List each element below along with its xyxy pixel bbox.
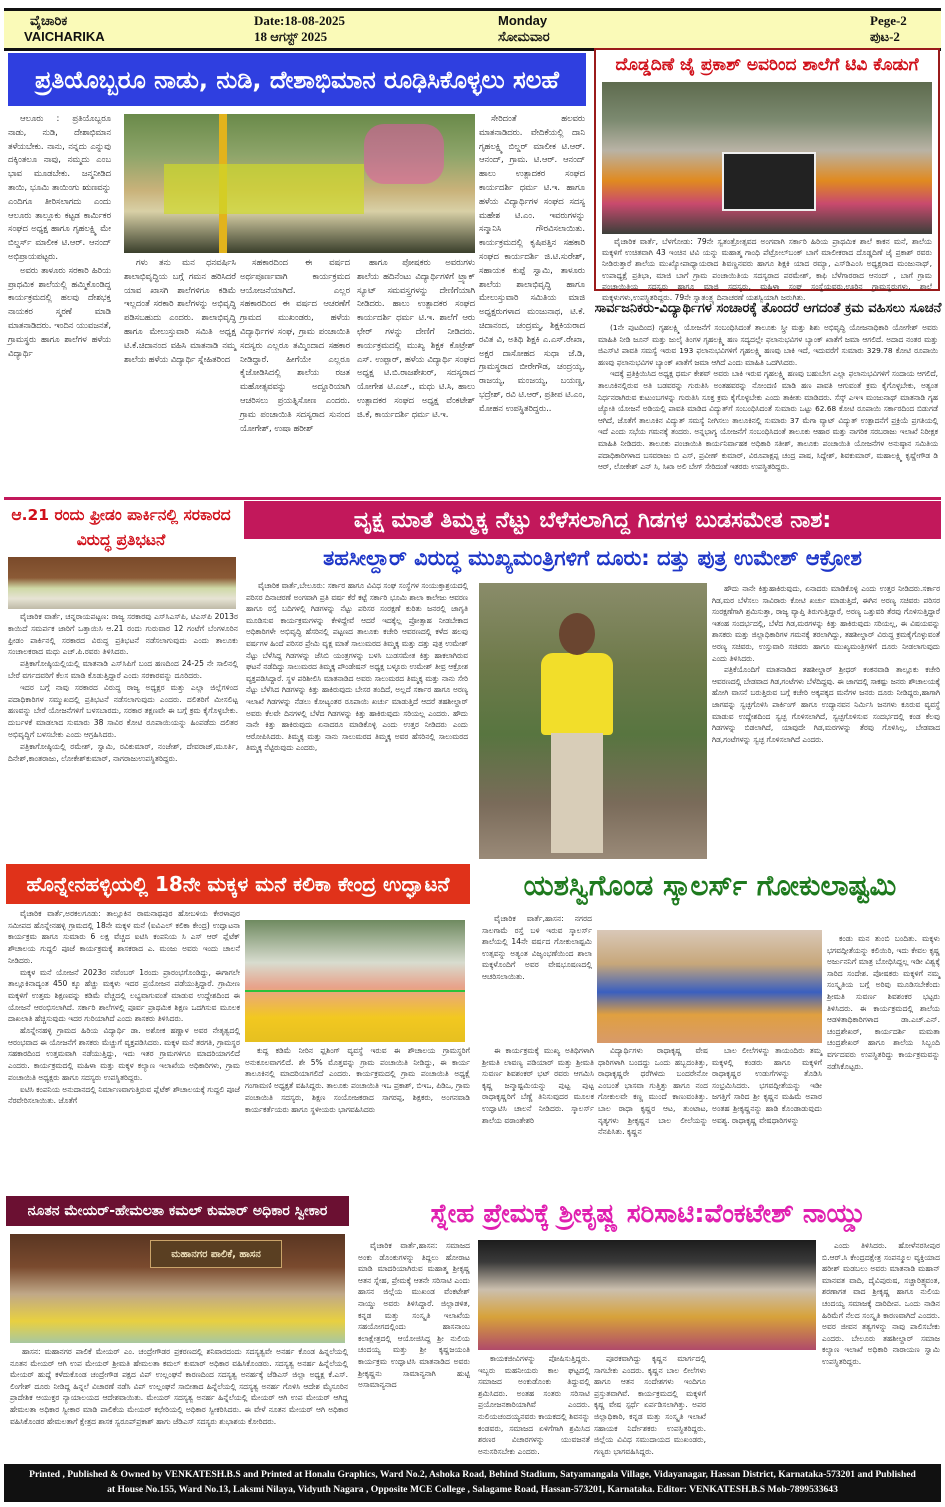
article-nadu-nudi-col4 bbox=[357, 256, 475, 494]
photo-man-with-uprooted-tree bbox=[479, 583, 707, 859]
headline-public-notice: ಸಾರ್ವಜನಿಕರು-ವಿದ್ಯಾರ್ಥಿಗಳ ಸಂಚಾರಕ್ಕೆ ತೊಂದರೆ ಆಗದಂತೆ ಕ್ರಮ ವಹಿಸಲು ಸೂಚನೆ bbox=[594, 300, 942, 316]
paragraph: ಕಂಡು ಮನ ತುಂಬಿ ಬಂದಿತು. ಮಕ್ಕಳು ಭಗವದ್ಗೀತೆಯನ್ನು ಕಲಿಯಿರಿ, ಇದು ಕೇವಲ ಕೃಷ್ಣ ಅರ್ಜುನನಿಗೆ ಮಾತ್ರ ಬೋಧಿಸಿದ್ದಲ್ಲ ಇಡೀ ವಿಶ್ವಕ್ಕೆ ಸಾರಿದ ಸಂದೇಶ. ಪೋಷಕರು ಮಕ್ಕಳಿಗೆ ನಮ್ಮ ಸಂಸ್ಕೃತಿಯ ಬಗ್ಗೆ ಅರಿವು ಮೂಡಿಸಬೇಕೆಂದು ಶ್ರೀಮತಿ ಸುವರ್ಣ ಶಿವಶಂಕರ ಭಟ್ಟರು ತಿಳಿಸಿದರು. ಈ ಕಾರ್ಯಕ್ರಮದಲ್ಲಿ ಶಾಲೆಯ ಆಡಳಿತಾಧಿಕಾರಿಗಳಾದ ಡಾ.ಎಚ್.ಎನ್. ಚಂದ್ರಶೇಖರ್, ಕಾರ್ಯದರ್ಶಿ ಮಮತಾ ಚಂದ್ರಶೇಖರ್ ಹಾಗೂ ಶಾಲೆಯ ಸಿಬ್ಬಂದಿ ವರ್ಗದವರು ಉಪಸ್ಥಿತರಿದ್ದು ಕಾರ್ಯಕ್ರಮವನ್ನು ನಡೆಸಿಕೊಟ್ಟರು. bbox=[827, 934, 940, 1071]
section-divider bbox=[4, 497, 941, 500]
photo-ribbon-cutting bbox=[245, 920, 465, 1042]
article-tv-donation-body bbox=[602, 236, 932, 303]
headline-tv-donation: ದೊಡ್ಡದಿಣೆ ಜೈ ಪ್ರಕಾಶ್ ಅವರಿಂದ ಶಾಲೆಗೆ ಟಿವಿ ಕೊಡುಗೆ bbox=[596, 50, 938, 80]
article-gokulashtami-col4 bbox=[827, 933, 940, 1170]
article-new-mayor-body bbox=[10, 1346, 348, 1458]
article-gokulashtami-col3 bbox=[712, 1045, 822, 1170]
paragraph: ಇದರ ಬಗ್ಗೆ ನಾವು ಸರಕಾರದ ವಿರುದ್ಧ ರಾಜ್ಯ ಅಧ್ಯಕ್ಷರ ಮತ್ತು ಎಲ್ಲಾ ಜಿಲ್ಲೆಗಳಿಂದ ಪದಾಧಿಕಾರಿಗಳ ಸಮ್ಮುಖದಲ್ಲಿ ಪ್ರತಿಭಟನೆ ನಡೆಸಲಾಗುವುದು ಎಂದರು. ದಲಿತರಿಗೆ ಮೀಸಲಿಟ್ಟ ಹಣವನ್ನು ಬೇರೆ ಯೋಜನೆಗಳಿಗೆ ಬಳಸಬಾರದು, ಸರಕಾರ ತಕ್ಷಣವೇ ಈ ಬಗ್ಗೆ ಕ್ರಮ ಕೈಗೊಳ್ಳಬೇಕು. ದುರ್ಬಳಕೆ ಮಾಡಲಾದ ಸುಮಾರು 38 ಸಾವಿರ ಕೋಟಿ ರೂಪಾಯಿಯನ್ನು ಹಿಂಪಡೆದು ದಲಿತರ ಅಭಿವೃದ್ಧಿಗೆ ಬಳಸಬೇಕು ಎಂದು ಆಗ್ರಹಿಸಿದರು. bbox=[8, 682, 238, 739]
article-sneha-col2 bbox=[478, 1353, 590, 1456]
article-sneha-col4 bbox=[822, 1240, 940, 1456]
paragraph: ಸಹಕಾರದಿಂದ ಈ ವರ್ಷದ ಅರ್ಥಪೂರ್ಣವಾಗಿ ಕಾರ್ಯಕ್ರಮದ ಆಯೋಜನೆಯಾಗಿದೆ. ಎಲ್ಲರ ಸಹಕಾರದಿಂದ ಈ ವರ್ಷದ ಆಚರಣೆಗೆ ಗ್ರಾಮದ ಮುಖಂಡರು, ಹಳೆಯ ವಿದ್ಯಾರ್ಥಿಗಳ ಸಂಘ, ಗ್ರಾಮ ಪಂಚಾಯಿತಿ ಸದಸ್ಯರು ಎಲ್ಲರೂ ತಮ್ಮಿಂದಾದ ಸಹಕಾರ ನೀಡಿದ್ದಾರೆ. ಹೀಗೆಯೇ ಎಲ್ಲರೂ ಕೈಜೋಡಿಸಿದಲ್ಲಿ ಶಾಲೆಯ ರಜತ ಮಹೋತ್ಸವವನ್ನು ಅದ್ದೂರಿಯಾಗಿ ಆಚರಿಸಲು ಪ್ರಯತ್ನಿಸೋಣ ಎಂದರು. ಗ್ರಾಮ ಪಂಚಾಯಿತಿ ಸದಸ್ಯರಾದ ಸುನಂದ ಯೋಗೇಶ್, ಉಷಾ ಹರೀಶ್ bbox=[240, 257, 350, 433]
photo-flag-hoisting-group bbox=[124, 114, 475, 253]
masthead bbox=[4, 8, 941, 51]
article-vruksha-right bbox=[712, 583, 940, 858]
paragraph: ಬಾಲ ಲೀಲೆಗಳನ್ನು ತಾಯಂದಿರು ತಮ್ಮ ಮಕ್ಕಳಲ್ಲಿ ಕಂಡರು ಹಾಗೂ ಮಕ್ಕಳಿಗೆ ರಾಧಾಕೃಷ್ಣರ ಉಡುಗೆಗಳನ್ನು ತೊಡಿಸಿ ಸಂಭ್ರಮಿಸಿದರು. ಭಗವದ್ಗೀತೆಯನ್ನು ಇಡೀ ಜಗತ್ತಿಗೆ ಸಾರಿದ ಶ್ರೀ ಕೃಷ್ಣನ ಮಹಿಮೆ ಅಪಾರ ಅಂತಹ ಶ್ರೀಕೃಷ್ಣನನ್ನು ಹಾಡಿ ಕೊಂಡಾಡುವುದು ಅವಶ್ಯ. ರಾಧಾಕೃಷ್ಣ ವೇಷಧಾರಿಗಳನ್ನು bbox=[712, 1046, 822, 1125]
paragraph: ಅವರು ತಾಳೂರು ಸರಕಾರಿ ಹಿರಿಯ ಪ್ರಾಥಮಿಕ ಶಾಲೆಯಲ್ಲಿ ಹಮ್ಮಿಕೊಂಡಿದ್ದ ಕಾರ್ಯಕ್ರಮದಲ್ಲಿ ಹಲವು ದೇಶಭಕ್ತ ನಾಯಕರ ಸ್ಮರಣೆ ಮಾಡಿ ಮಾತನಾಡಿದರು. ಇಂದಿನ ಯುವಜನತೆ, ಗ್ರಾಮಸ್ಥರು ಹಾಗೂ ಶಾಲೆಗಳ ಹಳೆಯ ವಿದ್ಯಾರ್ಥಿ bbox=[8, 264, 111, 358]
article-gokulashtami-intro bbox=[482, 913, 592, 1043]
headline-freedom-park: ಆ.21 ರಂದು ಫ್ರೀಡಂ ಪಾರ್ಕಿನಲ್ಲಿ ಸರಕಾರದ ವಿರುದ್ಧ ಪ್ರತಿಭಟನೆ bbox=[11, 506, 231, 549]
article-honnenahalli-right bbox=[245, 1045, 470, 1170]
article-tv-donation-box bbox=[594, 48, 940, 303]
date-label: Date:18-08-2025 bbox=[254, 13, 345, 28]
paragraph: ಕಾಯಕಜೀವಿಗಳನ್ನು ಪೋಷಿಸುತ್ತಿದ್ದರು. ಇಬ್ಬರು ಮಹನೀಯರು ಕಾಲ ಘಟ್ಟದಲ್ಲಿ ಸಮಾಜದ ಅಂಕುಡೊಂಕು ತಿದ್ದುವಲ್ಲಿ ಶ್ರಮಿಸಿದರು. ಅಂತಹ ಸಂತರು ಸರಿಸಾಟಿ ಪ್ರಯೋಜನಕಾರಿಯಾಗಿವೆ ಎಂದರು. ನುಲಿಯಚಂದಯ್ಯನವರು ಕಾಯಕದಲ್ಲಿ ಶಿವನನ್ನು ಕಂಡವರು, ಸಮಾಜದ ಏಳಿಗೆಗಾಗಿ ಶ್ರಮಿಸಿದ ಶರಣರ ವಿಚಾರಗಳನ್ನು ಯುವಜನತೆ ಅನುಸರಿಸಬೇಕು ಎಂದರು. bbox=[478, 1354, 590, 1456]
photo-sign-text: ಮಹಾನಗರ ಪಾಲಿಕೆ, ಹಾಸನ bbox=[150, 1240, 282, 1268]
photo-krishna-costume-children bbox=[597, 930, 822, 1043]
subheadline-vruksha-mathe: ತಹಸೀಲ್ದಾರ್ ವಿರುದ್ಧ ಮುಖ್ಯಮಂತ್ರಿಗಳಿಗೆ ದೂರು: ದತ್ತು ಪುತ್ರ ಉಮೇಶ್ ಆಕ್ರೋಶ bbox=[323, 545, 862, 570]
headline-gokulashtami: ಯಶಸ್ವಿಗೊಂಡ ಸ್ಕಾಲರ್ಸ್ ಗೋಕುಲಾಷ್ಟಮಿ bbox=[523, 869, 897, 902]
photo-tv-handover bbox=[602, 82, 932, 234]
paragraph: ಹಾಗೂ ಪೋಷಕರು ಅವರುಗಳು ಶಾಲೆಯ ಹದಿನೆಂಟು ವಿದ್ಯಾರ್ಥಿಗಳಿಗೆ ಟ್ರ್ಯಾಕ್ ಸ್ಯೂಟ್ ಸಮವಸ್ತ್ರಗಳನ್ನು ದೇಣಿಗೆಯಾಗಿ ನೀಡಿದರು. ಹಾಲು ಉತ್ಪಾದಕರ ಸಂಘದ ಕಾರ್ಯದರ್ಶಿ ಧರ್ಮ ಟಿ.ಇ. ಶಾಲೆಗೆ ಆರು ಛೇರ್ ಗಳನ್ನು ದೇಣಿಗೆ ನೀಡಿದರು. ಕಾರ್ಯಕ್ರಮದಲ್ಲಿ ಮುಖ್ಯ ಶಿಕ್ಷಕ ಕೊಟ್ರೇಶ್ ಎಸ್. ಉಪ್ಪಾರ್, ಹಳೆಯ ವಿದ್ಯಾರ್ಥಿ ಸಂಘದ ಅಧ್ಯಕ್ಷ ಟಿ.ಬಿ.ರಾಜಶೇಖರ್, ಸದಸ್ಯರಾದ ಯೋಗೇಶ ಟಿ.ಎಚ್., ಮಧು ಟಿ.ಸಿ, ಹಾಲು ಉತ್ಪಾದಕರ ಸಂಘದ ಅಧ್ಯಕ್ಷ ವೆಂಕಟೇಶ್ ಜಿ.ಕೆ, ಕಾರ್ಯದರ್ಶಿ ಧರ್ಮ ಟಿ.ಇ. bbox=[357, 257, 475, 419]
headline-honnenahalli: ಹೊನ್ನೇನಹಳ್ಳಿಯಲ್ಲಿ 18ನೇ ಮಕ್ಕಳ ಮನೆ ಕಲಿಕಾ ಕೇಂದ್ರ ಉದ್ಘಾಟನೆ bbox=[6, 864, 470, 904]
article-nadu-nudi-col1 bbox=[8, 112, 111, 494]
article-nadu-nudi-col2 bbox=[124, 256, 236, 494]
article-nadu-nudi-col5 bbox=[479, 112, 585, 494]
day-kannada: ಸೋಮವಾರ bbox=[498, 29, 550, 44]
paragraph: ಇದಕ್ಕೆ ಪ್ರತಿಕ್ರಿಯಿಸಿದ ಅಧ್ಯಕ್ಷ ಧರ್ಮ ಕೇಶವ್ ಅವರು ಬಾಕಿ ಇರುವ ಗೃಹಲಕ್ಷ್ಮಿ ಹಣವು ಬಹುಬೇಗ ಎಲ್ಲಾ ಫಲಾನುಭವಿಗಳಿಗೆ ಸಂದಾಯ ಆಗಲಿದೆ, ತಾಲೂಕಿನಲ್ಲಿರುವ ಅತಿ ಬಡವರನ್ನು ಗುರುತಿಸಿ ಅಂತಹವರನ್ನು ನೋಂದಣಿ ಮಾಡಿ ಹಣ ಪಾವತಿ ಆಗುವಂತೆ ಕ್ರಮ ಕೈಗೊಳ್ಳಬೇಕು, ಅತ್ಯಂತ ನಿರ್ಧನರಾಗಿರುವ ಕುಟುಂಬಗಳನ್ನು ಗುರುತಿಸಿ ಸೂಕ್ತ ಕ್ರಮ ಕೈಗೊಳ್ಳಬೇಕು ಎಂದು ತಾಕೀತು ಮಾಡಿದರು. ಸೆಸ್ಕ್ ಎಇಇ ಮಂಜುನಾಥ್ ಮಾತನಾಡಿ ಗೃಹ ಜ್ಯೋತಿ ಯೋಜನೆ ಅಡಿಯಲ್ಲಿ ಪಾವತಿ ಮಾಡಿದ ವಿದ್ಯುತ್‌ಗೆ ಸಂಬಂಧಿಸಿದಂತೆ ಸುಮಾರು ಒಟ್ಟು 62.68 ಕೋಟಿ ರೂಪಾಯಿ ಸರ್ಕಾರದಿಂದ ಬಿಡುಗಡೆ ಆಗಿದೆ, ಜೊತೆಗೆ ತಾಲೂಕಿನ ವಿದ್ಯುತ್ ಸಮಸ್ಯೆ ನೀಗಿಸಲು ತಾಲೂಕಿನಲ್ಲಿ ಸುಮಾರು 37 ಮೆಗಾ ವ್ಯಾಟ್ ವಿದ್ಯುತ್ ಉತ್ಪಾದನೆಗೆ ಪ್ರಕ್ರಿಯೆ ಪ್ರಗತಿಯಲ್ಲಿ ಇದೆ ಎಂದು ಸಭೆಯ ಗಮನಕ್ಕೆ ತಂದರು. ಅನ್ನಭಾಗ್ಯ ಯೋಜನೆಗೆ ಸಂಬಂಧಿಸಿದಂತೆ ತಾಲೂಕು ಆಹಾರ ಮತ್ತು ನಾಗರಿಕ ಸರಬರಾಜು ಇಲಾಖೆ ನಿರೀಕ್ಷಕ ಮಾಹಿತಿ ನೀಡಿದರು. ತಾಲೂಕು ಪಂಚಾಯಿತಿ ಕಾರ್ಯನಿರ್ವಾಹಕ ಅಧಿಕಾರಿ ಸತೀಶ್, ತಾಲೂಕು ಪಂಚಾಯಿತಿ ಯೋಜನೆಗಳ ಅನುಷ್ಠಾನ ಸಮಿತಿಯ ಪದಾಧಿಕಾರಿಗಳಾದ ಬಸವರಾಜು ಬಿ ಎಸ್, ಪ್ರವೀಣ್ ಕುಮಾರ್, ವಿರೂಪಾಕ್ಷಪ್ಪ ಚಂದ್ರ ಪಾಷ, ಸಿದ್ದೇಶ್, ಶಿವಕುಮಾರ್, ಮಹಾಲಕ್ಷ್ಮಿ ಕೃಷ್ಣೇಗೌಡ ಡಿ ಆರ್, ಲೋಕೇಶ್ ಎನ್ ಸಿ, ಸಿಖಾ ಅಲಿ ಬೇಗ್ ಸೇರಿದಂತೆ ಇತರರು ಉಪಸ್ಥಿತರಿದ್ದರು. bbox=[598, 369, 938, 472]
paragraph: ಸೇರಿದಂತೆ ಹಲವರು ಮಾತನಾಡಿದರು. ವೇದಿಕೆಯಲ್ಲಿ ದಾನಿ ಗೃಹಲಕ್ಷ್ಮಿ ಬಿಲ್ಡರ್ ಮಾಲೀಕ ಟಿ.ಆರ್. ಆನಂದ್, ಗ್ರಾಮ. ಟಿ.ಆರ್. ಆನಂದ್ ಹಾಲು ಉತ್ಪಾದಕರ ಸಂಘದ ಕಾರ್ಯದರ್ಶಿ ಧರ್ಮ ಟಿ.ಇ. ಹಾಗೂ ಹಳೆಯ ವಿದ್ಯಾರ್ಥಿಗಳ ಸಂಘದ ಸದಸ್ಯ ಮಹೇಶ ಟಿ.ಎಂ. ಇವರುಗಳನ್ನು ಸನ್ಮಾನಿಸಿ ಗೌರವಿಸಲಾಯಿತು. ಕಾರ್ಯಕ್ರಮದಲ್ಲಿ ಕೃಷಿಪತ್ತಿನ ಸಹಕಾರಿ ಸಂಘದ ಕಾರ್ಯದರ್ಶಿ ಜಿ.ಟಿ.ಸುರೇಶ್, ಸಹಾಯಕ ಕುಪ್ಪೆ ಸ್ವಾಮಿ, ತಾಳೂರು ಶಾಲೆಯ ಶಾಲಾಭಿವೃದ್ಧಿ ಹಾಗೂ ಮೇಲುಸ್ತುವಾರಿ ಸಮಿತಿಯ ಮಾಜಿ ಅಧ್ಯಕ್ಷರುಗಳಾದ ಮಂಜುನಾಥ, ಟಿ.ಕೆ. ಚಿದಾನಂದ, ಚಂದ್ರಮ್ಮ, ಶಿಕ್ಷಕಿಯರಾದ ರವಿತ ವಿ, ಅತಿಥಿ ಶಿಕ್ಷಕಿ ಎ.ಎಸ್.ರೇಖಾ, ಅಕ್ಷರ ದಾಸೋಹದ ಸುಧಾ ಜೆ.ಡಿ, ಗ್ರಾಮಸ್ಥರಾದ ಬೀರೇಗೌಡ, ಚಂದ್ರಯ್ಯ, ರಾಜಯ್ಯ, ಮಂಜಯ್ಯ, ಬಯಣ್ಣ, ಭದ್ರೇಶ್, ರವಿ ಟಿ.ಆರ್, ಪ್ರತೀಪ ಟಿ.ಎಂ, ಮೋಹನ ಉಪಸ್ಥಿತರಿದ್ದರು.. bbox=[479, 113, 585, 413]
photo-press-meet bbox=[8, 557, 236, 609]
article-public-notice-body bbox=[598, 322, 938, 496]
paragraph: ಕುದ್ದ ಕಡಿಮೆ ನೀರಿನ ಫ್ಲಶಿಂಗ್ ವ್ಯವಸ್ಥೆ ಇರುವ ಈ ಶೌಚಾಲಯ ಗ್ರಾಮಸ್ಥರಿಗೆ ಅನುಕೂಲವಾಗಲಿದೆ. ಶೇ 5% ಮೊತ್ತವನ್ನು ಗ್ರಾಮ ಪಂಚಾಯಿತಿ ನೀಡಿದ್ದು, ಈ ಕಾರ್ಯ ತಾಲೂಕಿನಲ್ಲಿ ಮಾದರಿಯಾಗಲಿದೆ ಎಂದರು. ಕಾರ್ಯಕ್ರಮದಲ್ಲಿ ಗ್ರಾಮ ಪಂಚಾಯಿತಿ ಅಧ್ಯಕ್ಷೆ ಗಂಗಾಮಣಿ ಅಧ್ಯಕ್ಷತೆ ವಹಿಸಿದ್ದರು. ತಾಲೂಕು ಪಂಚಾಯಿತಿ ಇಒ ಪ್ರಕಾಶ್, ಬಿಇಒ, ಪಿಡಿಒ, ಗ್ರಾಮ ಪಂಚಾಯಿತಿ ಸದಸ್ಯರು, ಶಿಕ್ಷಣ ಸಂಯೋಜಕರಾದ ಸಾಗರಪ್ಪ, ಶಿಕ್ಷಕರು, ಅಂಗನವಾಡಿ ಕಾರ್ಯಕರ್ತೆಯರು ಹಾಗೂ ಸ್ಥಳೀಯರು ಭಾಗವಹಿಸಿದರು bbox=[245, 1046, 470, 1114]
paragraph: ಈ ಕಾರ್ಯಕ್ರಮಕ್ಕೆ ಮುಖ್ಯ ಅತಿಥಿಗಳಾಗಿ ಶ್ರೀಮತಿ ಲಾವಣ್ಯ ಪಡಿಯಾರ್ ಮತ್ತು ಶ್ರೀಮತಿ ಸುವರ್ಣ ಶಿವಶಂಕರ್ ಭಟ್ ರವರು ಆಗಮಿಸಿ ಕೃಷ್ಣ ಜನ್ಮಾಷ್ಟಮಿಯನ್ನು ಪುಟ್ಟ ಪುಟ್ಟ ರಾಧಾಕೃಷ್ಣರಿಗೆ ಬೆಣ್ಣೆ ತಿನಿಸುವುದರ ಮೂಲಕ ಉದ್ಘಾಟಿಸಿ ಚಾಲನೆ ನೀಡಿದರು. ಸ್ಕಾಲರ್ಸ್ ಶಾಲೆಯ ವಠಾಂತೇಶರಿ bbox=[482, 1046, 594, 1125]
paragraph: ವೈಚಾರಿಕ ವಾರ್ತೆ,ಹಾಸನ: ನಗರದ ಸಾಲಗಾಮೆ ರಸ್ತೆ ಬಳಿ ಇರುವ ಸ್ಕಾಲರ್ಸ್ ಶಾಲೆಯಲ್ಲಿ 14ನೇ ವರ್ಷದ ಗೋಕುಲಾಷ್ಟಮಿ ಉತ್ಸವನ್ನು ಅತ್ಯಂತ ವಿಜೃಂಭಣೆಯಿಂದ ಶಾಲಾ ಮಕ್ಕಳೊಂದಿಗೆ ಅವರ ವೇಷಭೂಷಣದಲ್ಲಿ ಆಚರಿಸಲಾಯಿತು. bbox=[482, 914, 592, 981]
article-vruksha-left bbox=[246, 580, 468, 858]
paragraph: ವಿದ್ಯಾರ್ಥಿಗಳು ರಾಧಾಕೃಷ್ಣ ವೇಷ ಧಾರಿಗಳಾಗಿ ಬಂದದ್ದು ಒಂದು ಹಬ್ಬದಂತಿತ್ತು, ರಾಧಾಕೃಷ್ಣರೇ ಧರೆಗಿಳಿದು ಬಂದರೇನೋ ಎಂಬಂತೆ ಭಾಸವಾ ಗುತ್ತಿತ್ತು ಹಾಗೂ ನಂದ ಗೋಕುಲವೇ ಕಣ್ಣ ಮುಂದೆ ಕಾಣುವಂತಿತ್ತು. ಬಾಲ ರಾಧಾ ಕೃಷ್ಣರ ಆಟ, ತುಂಟಾಟ, ನೃತ್ಯಗಳು ಶ್ರೀಕೃಷ್ಣನ ಬಾಲ ಲೀಲೆಯನ್ನು ನೆನಪಿಸಿತು. ಕೃಷ್ಣನ bbox=[598, 1046, 708, 1137]
headline-nadu-nudi: ಪ್ರತಿಯೊಬ್ಬರೂ ನಾಡು, ನುಡಿ, ದೇಶಾಭಿಮಾನ ರೂಢಿಸಿಕೊಳ್ಳಲು ಸಲಹೆ bbox=[8, 53, 586, 106]
paragraph: ವೈಚಾರಿಕ ವಾರ್ತೆ,ಹಾಸನ: ಸಮಾಜದ ಅಂಕು ಡೊಂಕುಗಳನ್ನು ತಿದ್ದಲು ಹೋರಾಟ ಮಾಡಿ ಮಾದರಿಯಾಗಿರುವ ಮಹಾತ್ಮ ಶ್ರೀಕೃಷ್ಣ ಆತನ ಸ್ನೇಹ, ಪ್ರೇಮಕ್ಕೆ ಆತನೇ ಸರಿಸಾಟಿ ಎಂದು ಹಾಸನ ಜಿಲ್ಲೆಯ ಮುಖಂಡ ವೆಂಕಟೇಶ್ ನಾಯ್ಡು ಅವರು ತಿಳಿಸಿದ್ದಾರೆ. ಜಿಲ್ಲಾಡಳಿತ, ಕನ್ನಡ ಮತ್ತು ಸಂಸ್ಕೃತಿ ಇಲಾಖೆಯ ಸಹಯೋಗದಲ್ಲಿಂದು ಹಾಸನಾಂಬ ಕಲಾಕ್ಷೇತ್ರದಲ್ಲಿ ಆಯೋಜಿಸಿದ್ದ ಶ್ರೀ ನುಲಿಯ ಚಂದಯ್ಯ ಮತ್ತು ಶ್ರೀ ಕೃಷ್ಣಜಯಂತಿ ಕಾರ್ಯಕ್ರಮ ಉದ್ಘಾಟಿಸಿ ಮಾತನಾಡಿದ ಅವರು ಶ್ರೀಕೃಷ್ಣನು ಸಾಮಾನ್ಯನಾಗಿ ಹುಟ್ಟಿ ಅಸಾಮಾನ್ಯನಾದ bbox=[358, 1241, 470, 1390]
photo-mayor-felicitation bbox=[10, 1234, 345, 1343]
paragraph: ಆಲೂರು : ಪ್ರತಿಯೊಬ್ಬರೂ ನಾಡು, ನುಡಿ, ದೇಶಾಭಿಮಾನ ತಳೆಯಬೇಕು. ನಾನು, ನನ್ನದು ಎನ್ನುವು ದಕ್ಕಿಂತಲೂ ನಾವು, ನಮ್ಮದು ಎಂಬ ಭಾವ ಮೂಡಬೇಕು. ಜನ್ಮನೀಡಿದ ತಾಯಿ, ಭೂಮಿ ತಾಯಿಂಗು ಋಣವನ್ನು ಎಂದಿಗೂ ತೀರಿಸಲಾಗದು ಎಂದು ಆಲೂರು ತಾಲ್ಲೂಕು ಕಟ್ಟಡ ಕಾರ್ಮಿಕರ ಸಂಘದ ಅಧ್ಯಕ್ಷ ಹಾಗೂ ಗೃಹಲಕ್ಷ್ಮಿ ಮೇ ಬಿಲ್ಡರ್ಸ್ ಮಾಲೀಕ ಟಿ.ಆರ್. ಆನಂದ್ ಅಭಿಪ್ರಾಯಪಟ್ಟರು. bbox=[8, 113, 111, 261]
paragraph: ವೈಚಾರಿಕ ವಾರ್ತೆ,ಅರಕಲಗೂಡು: ತಾಲ್ಲೂಕಿನ ರಾಮನಾಥಪುರ ಹೋಬಳಿಯ ಕೇರಳಾಪುರ ಸಮೀಪದ ಹೊನ್ನೇನಹಳ್ಳಿ ಗ್ರಾಮದಲ್ಲಿ 18ನೇ ಮಕ್ಕಳ ಮನೆ (ಐವಿಎಲ್ ಕಲಿಕಾ ಕೇಂದ್ರ) ಉದ್ಘಾಟನಾ ಕಾರ್ಯಕ್ರಮ ಹಾಗೂ ಸುಮಾರು 6 ಲಕ್ಷ ವೆಚ್ಚದ ಐಟಿಸಿ ಕಂಪನಿಯ ಸಿ ಎಸ್ ಆರ್ ಪ್ಲೆಟೆಕ್ ಶೌಚಾಲಯ ಗುದ್ದಲಿ ಪೂಜೆ ಕಾರ್ಯಕ್ರಮಕ್ಕೆ ಶಾಸಕರಾದ ಎ. ಮಂಜು ಅವರು ಇಂದು ಚಾಲನೆ ನೀಡಿದರು. bbox=[8, 909, 240, 965]
day-english: Monday bbox=[498, 13, 548, 28]
photo-krishna-jayanti-stage bbox=[478, 1240, 816, 1350]
paragraph: ಮಕ್ಕಳ ಮನೆ ಯೋಜನೆ 2023ರ ನವೆಂಬರ್ 1ರಂದು ಪ್ರಾರಂಭಗೊಂಡಿದ್ದು, ಈಗಾಗಲೇ ತಾಲ್ಲೂಕಿನಾದ್ಯಂತ 450 ಕ್ಕೂ ಹೆಚ್ಚು ಮಕ್ಕಳು ಇದರ ಪ್ರಯೋಜನ ಪಡೆಯುತ್ತಿದ್ದಾರೆ. ಗ್ರಾಮೀಣ ಮಕ್ಕಳಿಗೆ ಉತ್ತಮ ಶಿಕ್ಷಣವನ್ನು ಕಡಿಮೆ ವೆಚ್ಚದಲ್ಲಿ ಲಭ್ಯವಾಗುವಂತೆ ಮಾಡುವ ಉದ್ದೇಶದಿಂದ ಈ ಯೋಜನೆ ಆರಂಭಿಸಲಾಗಿದೆ. ಸರ್ಕಾರಿ ಶಾಲೆಗಳಲ್ಲಿ ಪೂರ್ವ ಪ್ರಾಥಮಿಕ ಶಿಕ್ಷಣ ಒದಗಿಸುವ ಮೂಲಕ ದಾಖಲಾತಿ ಹೆಚ್ಚಿಸುವುದು ಇದರ ಗುರಿಯಾಗಿದೆ ಎಂದು ಶಾಸಕರು ತಿಳಿಸಿದರು. bbox=[8, 967, 240, 1024]
paragraph: ಐಟಿಸಿ ಕಂಪನಿಯ ಅನುದಾನದಲ್ಲಿ ನಿರ್ಮಾಣವಾಗುತ್ತಿರುವ ಪ್ಲೆಟೆಕ್ ಶೌಚಾಲಯಕ್ಕೆ ಗುದ್ದಲಿ ಪೂಜೆ ನೆರವೇರಿಸಲಾಯಿತು. ಜೊತೆಗೆ bbox=[8, 1084, 240, 1106]
paragraph: ಪತ್ರಿಕಾಗೋಷ್ಠಿಯಲ್ಲಿಯಲ್ಲಿ ಮಾತನಾಡಿ ಎಸ್‌ಸಿಪಿಗೆ ಬಂದ ಹಣದಿಂದ 24-25 ನೇ ಸಾಲಿನಲ್ಲಿ ಬೇರೆ ವರ್ಗದವರಿಗೆ ಕೆಲಸ ಮಾಡಿ ಕೊಡುತ್ತಿದ್ದಾರೆ ಎಂದು ಸರಕಾರವನ್ನು ದೂರಿದರು. bbox=[8, 659, 238, 680]
headline-new-mayor: ನೂತನ ಮೇಯರ್-ಹೇಮಲತಾ ಕಮಲ್ ಕುಮಾರ್ ಅಧಿಕಾರ ಸ್ವೀಕಾರ bbox=[6, 1196, 349, 1226]
paragraph: ಪತ್ರಿಕಾಗೋಷ್ಠಿಯಲ್ಲಿ ರಮೇಶ್, ಸ್ವಾಮಿ, ರವಿಕುಮಾರ್, ನಂಜೇಶ್, ದೇವರಾಜ್,ಮೂರ್ತಿ, ದಿನೇಶ್,ಕಾಂತರಾಜು, ಲೋಕೇಶ್‌ಕುಮಾರ್, ನಾಗರಾಜುಉಪಸ್ಥಿತರಿದ್ದರು. bbox=[8, 741, 238, 763]
article-gokulashtami-col1 bbox=[482, 1045, 594, 1170]
paragraph: ಪತ್ರಿಕೆಯೊಂದಿಗೆ ಮಾತನಾಡಿದ ತಹಶೀಲ್ದಾರ್ ಶ್ರೀಧರ್ ಕಂಕನವಾಡಿ ತಾಲ್ಲೂಕು ಕಚೇರಿ ಆವರಣದಲ್ಲಿ ಬೇಡವಾದ ಗಿಡ,ಗಂಟೆಗಳು ಬೆಳೆದಿದ್ದವು. ಈ ಜಾಗದಲ್ಲಿ ಸಾಕಷ್ಟು ಜನರು ಶೌಚಾಲಯಕ್ಕೆ ಹೋಗಿ ವಾಸನೆ ಬರುತ್ತಿರುವ ಬಗ್ಗೆ ಕಚೇರಿ ಅಕ್ಕಪಕ್ಕದ ಮನೆಗಳ ಜನರು ದೂರು ನೀಡಿದ್ದರು,ಹಾಗಾಗಿ ಜಾಗವನ್ನು ಸ್ವಚ್ಛಗೊಳಿಸಿ ಪಾರ್ಕಿಂಗ್ ಹಾಗೂ ಉದ್ಯಾನವನ ನಿರ್ಮಿಸಿ ಜನಗಳು ಕೂರುವ ವ್ಯವಸ್ಥೆ ಮಾಡುವ ಉದ್ದೇಶದಿಂದ ಸ್ವಚ್ಛ ಗೊಳಿಸಲಾಗಿದೆ, ಸ್ವಚ್ಛಗೊಳಿಸುವ ಸಂದರ್ಭದಲ್ಲಿ ಕಂಡ ಕೆಲವು ಗಿಡಗಳನ್ನು ಬಿಡಲಾಗಿದೆ, ಯಾವುದೇ ಗಿಡ,ಮರಗಳನ್ನು ತೆರವು ಗೊಳಿಸಿಲ್ಲ, ಬೇಡವಾದ ಗಿಡ,ಗಂಟೆಗಳನ್ನು ಸ್ವಚ್ಛ ಗೊಳಿಸಲಾಗಿದೆ ಎಂದರು. bbox=[712, 665, 940, 744]
paragraph: ವೈಚಾರಿಕ ವಾರ್ತೆ, ಚನ್ನರಾಯಪಟ್ಟಣ: ರಾಜ್ಯ ಸರಕಾರವು ಎಸ್‌ಸಿಎಸ್‌ಪಿ, ಟಿಎಸ್‌ಪಿ 2013ರ ಕಾಯಿದೆ ಸಮರ್ಪಕ ಜಾರಿಗೆ ಒತ್ತಾಯಿಸಿ ಆ.21 ರಂದು ಗುರುವಾರ 12 ಗಂಟೆಗೆ ಬೆಂಗಳೂರಿನ ಫ್ರೀಡಂ ಪಾರ್ಕಿನಲ್ಲಿ ಸರಕಾರದ ವಿರುದ್ಧ ಪ್ರತಿಭಟನೆ ನಡೆಸಲಾಗುವುದು ಎಂದು ತಾಲೂಕು ಸಂಚಾಲಕರಾದ ಮಧು ಎಚ್.ಪಿ.ರವರು ತಿಳಿಸಿದರು. bbox=[8, 612, 238, 657]
paper-name-kannada: ವೈಚಾರಿಕ bbox=[30, 13, 68, 28]
page-number-english: Pege-2 bbox=[870, 13, 907, 28]
headline-sneha-premakke: ಸ್ನೇಹ ಪ್ರೇಮಕ್ಕೆ ಶ್ರೀಕೃಷ್ಣ ಸರಿಸಾಟಿ:ವೆಂಕಟೇಶ್ ನಾಯ್ಡು bbox=[430, 1198, 866, 1229]
article-honnenahalli-left bbox=[8, 908, 240, 1170]
paragraph: ಹೌದು ನಾನೇ ಕಿತ್ತುಹಾಕಿರುವುದು, ಏನಾದರು ಮಾಡಿಕೊಳ್ಳಿ ಎಂದು ಉತ್ತರ ನೀಡಿದರು.ಸರ್ಕಾರ ಗಿಡ,ಮರ ಬೆಳೆಸಲು ಸಾವಿರಾರು ಕೋಟಿ ಖರ್ಚು ಮಾಡುತ್ತಿದೆ, ಈಗಿನ ಅರಣ್ಯ ಸಚಿವರು ಪರಿಸರ ಸಂರಕ್ಷಣೆಗಾಗಿ ಶ್ರಮಿಸುತ್ತಾ, ರಾಜ್ಯ ವ್ಯಾಪ್ತಿ ತಿರುಗುತ್ತಿದ್ದಾರೆ, ಅರಣ್ಯ ಒತ್ತುವರಿ ತೆರವು ಗೊಳಿಸುತ್ತಿದ್ದಾರೆ ಇತಂಹ ಸಂದರ್ಭದಲ್ಲಿ, ಬೆಳೆದ ಗಿಡ,ಮರಗಳನ್ನು ಕಿತ್ತು ಹಾಕಿರುವುದು ಸರಿಯಲ್ಲ, ಈ ವಿಷಯವನ್ನು ಶಾಸಕರು ಮತ್ತು ಜಿಲ್ಲಾಧಿಕಾರಿಗಳ ಗಮನಕ್ಕೆ ತರಲಾಗಿದ್ದು, ತಹಶೀಲ್ದಾರ್ ವಿರುದ್ಧ ಕ್ರಮಕೈಗೊಳ್ಳುವಂತೆ ಅರಣ್ಯ ಸಚಿವರು, ಉಸ್ತುವಾರಿ ಸಚಿವರು ಹಾಗೂ ಮುಖ್ಯಮಂತ್ರಿಗಳಿಗೆ ದೂರು ನೀಡಲಾಗುವುದು ಎಂದು ತಿಳಿಸಿದರು. bbox=[712, 584, 940, 663]
imprint-line-2: at House No.155, Ward No.13, Laksmi Nilaya, Vidyuth Nagara , Opposite MCE College , Salagame Road, Hassan-573201, Karnataka. Editor: VENKATESH.B.S Mob-7899533643 bbox=[107, 1484, 838, 1495]
headline-vruksha-mathe: ವೃಕ್ಷ ಮಾತೆ ತಿಮ್ಮಕ್ಕ ನೆಟ್ಟು ಬೆಳೆಸಲಾಗಿದ್ದ ಗಿಡಗಳ ಬುಡಸಮೇತ ನಾಶ: bbox=[244, 501, 941, 539]
paragraph: ಹಾಸನ: ಮಹಾನಗರ ಪಾಲಿಕೆ ಮೇಯರ್ ಎಂ. ಚಂದ್ರೇಗೌಡರ ಪ್ರಕರಣದಲ್ಲಿ ಶನಿವಾರದಂದು ಸದಸ್ಯತ್ವವೇ ಅನರ್ಹ ಕೊಂಡ ಹಿನ್ನಲೆಯಲ್ಲಿ ನೂತನ ಮೇಯರ್ ಆಗಿ ಉಪ ಮೇಯರ್ ಶ್ರೀಮತಿ ಹೇಮಲತಾ ಕಮಲ್ ಕುಮಾರ್ ಅಧಿಕಾರ ವಹಿಸಿಕೊಂಡರು. ಸದಸ್ಯತ್ವ ಅನರ್ಹ ಹಿನ್ನೆಲೆಯಲ್ಲಿ ಮೇಯರ್ ಹುದ್ದೆ ಕಳೆದುಕೊಂಡ ಚಂದ್ರೇಗೌಡ ಪಕ್ಷದ ವಿಪ್ ಉಲ್ಲಂಘನೆ ಕಾರಣದಿಂದ ಸದಸ್ಯತ್ವ ಅನರ್ಹಕ್ಕೆ ಜೆಡಿಎಸ್ ಜಿಲ್ಲಾ ಅಧ್ಯಕ್ಷ ಕೆ.ಎಸ್. ಲಿಂಗೇಶ್ ದೂರು ನೀಡಿದ್ದ ಹಿನ್ನಲೆ ವಿಚಾರಣೆ ನಡೆಸಿ ವಿಪ್ ಉಲ್ಲಂಘನೆ ಸಾಬೀತಾದ ಹಿನ್ನೆಲೆಯಲ್ಲಿ ಸದಸ್ಯತ್ವ ಅನರ್ಹ ಗೊಳಿಸಿ ಆದೇಶ ಮೈಸೂರಿನ ಪ್ರಾದೇಶಿಕ ಆಯುಕ್ತರ ನ್ಯಾಯಾಲಯದ ಆದೇಶವಾಯಿತು. ಮೇಯರ್ ಸದಸ್ಯತ್ವ ಅನರ್ಹ ಹಿನ್ನೆಲೆಯಲ್ಲಿ ಮೇಯರ್ ಆಗಿ ಉಪ ಮೇಯರ್ ಆಗಿದ್ದ ಹೇಮಲತಾ ಅಧಿಕಾರ ಸ್ವೀಕಾರ ಮಾಡಿ ಪಾಲಿಕೆಯ ಮೇಯರ್ ಕಛೇರಿಯಲ್ಲಿ ಅಧಿಕಾರ ಸ್ವೀಕರಿಸಿದರು. ಈ ವೇಳೆ ನೂತನ ಮೇಯರ್ ಆಗಿ ಅಧಿಕಾರ ವಹಿಸಿಕೊಂಡರ ಹೇಮಲತಾಗೆ ಕ್ಷೇತ್ರದ ಶಾಸಕ ಸ್ವರೂಪ್‌ಪ್ರಕಾಶ್ ಹಾಗು ಜೆಡಿಎಸ್ ಸದಸ್ಯರು ಶುಭಾಶಯ ಕೋರಿದರು. bbox=[10, 1347, 348, 1426]
imprint-footer bbox=[4, 1464, 941, 1502]
paragraph: ಎಂದು ತಿಳಿಸಿದರು. ಹೋಳೆನರಸೀಪುರ ಬಿ.ಆರ್.ಸಿ ಕೇಂದ್ರದಕ್ಷೇತ್ರ ಸಂಪನ್ಮೂಲ ವ್ಯಕ್ತಿಯಾದ ಹರೀಶ್ ಮಡಬಲು ಅವರು ಮಾತನಾಡಿ ಮಹಾನ್ ಮಾನವತ ವಾದಿ, ದೈವಿಪುರುಷ, ಸಚ್ಚಾರಿತ್ರ್ಯವಂತ, ಶರಣಾಗತ ವಾದ ಶ್ರೀಕೃಷ್ಣ ಹಾಗೂ ನುಲಿಯ ಚಂದಯ್ಯ ಸಮಾಜಕ್ಕೆ ದಾರಿದೀಪ. ಒಂದು ನಾಡಿನ ಹಿರಿಮೆಗೆ ನೆಲದ ಸಂಸ್ಕೃತಿ ಕಾರಣವಾಗಿದೆ ಎಂದರು. ಅವರ ಜೀವನ ತತ್ವಗಳನ್ನು ನಾವು ಪಾಲಿಸಬೇಕು ಎಂದರು. ಬೇಲೂರು ತಹಶೀಲ್ದಾರ್ ಸಮಾಜ ಕಲ್ಯಾಣ ಇಲಾಖೆ ಅಧಿಕಾರಿ ನಾರಾಯಣ ಸ್ವಾಮಿ ಉಪಸ್ಥಿತರಿದ್ದರು. bbox=[822, 1241, 940, 1366]
paragraph: ಹೊನ್ನೇನಹಳ್ಳಿ ಗ್ರಾಮದ ಹಿರಿಯ ವಿದ್ಯಾರ್ಥಿ ಡಾ. ಅಶೋಕ ಹಣ್ಣಾಳ ಅವರ ನೇತೃತ್ವದಲ್ಲಿ ಆರಂಭವಾದ ಈ ಯೋಜನೆಗೆ ಶಾಸಕರು ಮೆಚ್ಚುಗೆ ವ್ಯಕ್ತಪಡಿಸಿದರು. ಮಕ್ಕಳ ಮನೆ ತರಗತಿ, ಗ್ರಾಮಸ್ಥರ ಸಹಕಾರದಿಂದ ಉತ್ತಮವಾಗಿ ನಡೆಯುತ್ತಿದ್ದು, ಇದು ಇತರ ಗ್ರಾಮಗಳಿಗೂ ಮಾದರಿಯಾಗಲಿದೆ ಎಂದರು. ಕಾರ್ಯಕ್ರಮದಲ್ಲಿ ಮಹಿಳಾ ಮತ್ತು ಮಕ್ಕಳ ಕಲ್ಯಾಣ ಇಲಾಖೆಯ ಅಧಿಕಾರಿಗಳು, ಗ್ರಾಮ ಪಂಚಾಯಿತಿ ಅಧ್ಯಕ್ಷರು ಹಾಗೂ ಸದಸ್ಯರು ಉಪಸ್ಥಿತರಿದ್ದರು. bbox=[8, 1026, 240, 1082]
paragraph: ಗಳು ತನು ಮನ ಧನವರ್ಷಿಸಿ ಶಾಲಾಭಿವೃದ್ಧಿಯ ಬಗ್ಗೆ ಗಮನ ಹರಿಸಿದರೆ ಯಾವ ಖಾಸಗಿ ಶಾಲೆಗಳಿಗೂ ಕಡಿಮೆ ಇಲ್ಲದಂತೆ ಸರಕಾರಿ ಶಾಲೆಗಳನ್ನು ಅಭಿವೃದ್ಧಿ ಪಡಿಸಬಹುದು ಎಂದರು. ಶಾಲಾಭಿವೃದ್ಧಿ ಹಾಗೂ ಮೇಲುಸ್ತುವಾರಿ ಸಮಿತಿ ಅಧ್ಯಕ್ಷ ಟಿ.ಕೆ.ಚಿದಾನಂದ ವಹಿಸಿ ಮಾತನಾಡಿ ನಮ್ಮ ಶಾಲೆಯ ಹಳೆಯ ವಿದ್ಯಾರ್ಥಿ ಸ್ನೇಹಿತರಿಂದ bbox=[124, 257, 236, 364]
paper-name-english: VAICHARIKA bbox=[24, 29, 105, 44]
article-nadu-nudi-col3 bbox=[240, 256, 350, 494]
paragraph: ಪೂರಕವಾಗಿದ್ದು ಕೃಷ್ಣನ ಮಾರ್ಗದಲ್ಲಿ ಸಾಗಬೇಕು ಎಂದರು. ಕೃಷ್ಣನ ಬಾಲ ಲೀಲೆಗಳು ಹಾಗೂ ಆತನ ಸಂದೇಶಗಳು ಇಂದಿಗೂ ಪ್ರಸ್ತುತವಾಗಿವೆ. ಕಾರ್ಯಕ್ರಮದಲ್ಲಿ ಮಕ್ಕಳಿಗೆ ಕೃಷ್ಣ ವೇಷ ಸ್ಪರ್ಧೆ ಏರ್ಪಡಿಸಲಾಗಿತ್ತು. ಅಪರ ಜಿಲ್ಲಾಧಿಕಾರಿ, ಕನ್ನಡ ಮತ್ತು ಸಂಸ್ಕೃತಿ ಇಲಾಖೆ ಸಹಾಯಕ ನಿರ್ದೇಶಕರು ಉಪಸ್ಥಿತರಿದ್ದರು. ಜಿಲ್ಲೆಯ ವಿವಿಧ ಸಮುದಾಯದ ಮುಖಂಡರು, ಗಣ್ಯರು ಭಾಗವಹಿಸಿದ್ದರು. bbox=[594, 1354, 706, 1456]
page-number-kannada: ಪುಟ-2 bbox=[870, 29, 900, 44]
paragraph: ವೈಚಾರಿಕ ವಾರ್ತೆ, ಬೆಳಗೋಡು: 79ನೇ ಸ್ವತಂತ್ರೋತ್ಸವದ ಅಂಗವಾಗಿ ಸರ್ಕಾರಿ ಹಿರಿಯ ಪ್ರಾಥಮಿಕ ಶಾಲೆ ಕಾಕನ ಮನೆ, ಶಾಲೆಯ ಮಕ್ಕಳಿಗೆ ಉಚಿತವಾಗಿ 43 ಇಂಚಿನ ಟಿವಿ ಯನ್ನು ಮಹಾತ್ಮ ಗಾಂಧಿ ಪೆಟ್ರೋಲ್‌ಬಂಕ್ ಬಾಗೆ ಮಾಲೀಕರಾದ ದೊಡ್ಡದಿಣೆ ಜೈ ಪ್ರಕಾಶ್ ರವರು ನೀಡಿರುತ್ತಾರೆ ಶಾಲೆಯ ಮುಖ್ಯೋಪಾಧ್ಯಾಯರಾದ ಶಿವಣ್ಣನವರು ಹಾಗೂ ಶಿಕ್ಷಕಿ ಯಾದ ರಮ್ಯಾ, ಎಸ್‌ಡಿಎಂಸಿ ಅಧ್ಯಕ್ಷರಾದ ಮಂಜುನಾಥ್, ಉಪಾಧ್ಯಕ್ಷೆ ಪ್ರತಿಭಾ, ಮಾಜಿ ಬಾಗೆ ಗ್ರಾಮ ಪಂಚಾಯಿತಿಯ ಸದಸ್ಯರಾದ ಪರಮೇಶ್, ಕಾಫಿ ಬೆಳೆಗಾರರಾದ ಆನಂದ್ , ಬಾಗೆ ಗ್ರಾಮ ಪಂಚಾಯಿತಿಯ ಸದಸ್ಯರು ಹಾಗೂ ಮಾಜಿ ಸದಸ್ಯರು, ಮಹಿಳಾ ಸಂಘ ಸಂಸ್ಥೆಯವರು,ಊರಿನ ಗ್ರಾಮಸ್ಥರುಗಳು, ಶಾಲೆ ಮಕ್ಕಳುಗಳು,ಉಪಸ್ಥಿತರಿದ್ದರು. 79ನೇ ಸ್ವಾತಂತ್ರ್ಯ ದಿನಾಚರಣೆ ಯಶಸ್ವಿಯಾಗಿ ಜರುಗಿತು. bbox=[602, 237, 932, 303]
imprint-line-1: Printed , Published & Owned by VENKATESH.B.S and Printed at Honalu Graphics, Ward No.2, Ashoka Road, Behind Stadium, Satyamangala Village, Vidayanagar, Hassan District, Karnataka-573201 and Published bbox=[29, 1469, 916, 1480]
article-sneha-col1 bbox=[358, 1240, 470, 1456]
date-kannada: 18 ಆಗಸ್ಟ್ 2025 bbox=[254, 29, 328, 44]
article-gokulashtami-col2 bbox=[598, 1045, 708, 1170]
paragraph: ವೈಚಾರಿಕ ವಾರ್ತೆ,ಬೇಲೂರು: ಸರ್ಕಾರ ಹಾಗೂ ವಿವಿಧ ಸಂಘ ಸಂಸ್ಥೆಗಳ ಸಂಯುಕ್ತಾಶ್ರಯದಲ್ಲಿ ಪರಿಸರ ದಿನಾಚರಣೆ ಅಂಗವಾಗಿ ಪ್ರತಿ ವರ್ಷ ಕೆರೆ ಕಟ್ಟೆ ಸರ್ಕಾರಿ ಭೂಮಿ ಶಾಲಾ ಕಾಲೇಜು ಆವರಣ ಹಾಗೂ ರಸ್ತೆ ಬದಿಗಳಲ್ಲಿ ಗಿಡಗಳನ್ನು ನೆಟ್ಟು ಪರಿಸರ ಸಂರಕ್ಷಣೆ ಕುರಿತು ಜನರಲ್ಲಿ ಜಾಗೃತಿ ಮೂಡಿಸುವ ಕಾರ್ಯಕ್ರಮಗಳನ್ನು ಕೇಳಿದ್ದೇವೆ ಆದರೆ ಇದಕ್ಕೆಲ್ಲ ಪ್ರೋತ್ಸಾಹ ನೀಡಬೇಕಾದ ಅಧಿಕಾರಿಗಳೇ ಅಭಿವೃದ್ಧಿ ಹೆಸರಿನಲ್ಲಿ ಪಟ್ಟಣದ ತಾಲೂಕು ಕಚೇರಿ ಆವರಣದಲ್ಲಿ ಕಳೆದ ಹಲವು ವರ್ಷಗಳ ಹಿಂದೆ ಪರಿಸರ ಪ್ರೇಮಿ ವೃಕ್ಷ ಮಾತೆ ಸಾಲುಮರದ ತಿಮ್ಮಕ್ಕ ಮತ್ತು ದತ್ತು ಪುತ್ರ ಉಮೇಶ್ ನೆಟ್ಟು ಬೆಳೆಸಿದ್ದ ಗಿಡಗಳನ್ನು ಜೆಸಿಬಿ ಯಂತ್ರಗಳನ್ನು ಬಳಸಿ ಬುಡಸಮೇತ ಕಿತ್ತು ಹಾಕಲಾಗಿರುವ ಘಟನೆ ನಡೆದಿದ್ದು ಸಾಲುಮರದ ತಿಮ್ಮಕ್ಕ ಪೌಂಡೇಷನ್ ಅಧ್ಯಕ್ಷ ಬಳ್ಳೂರು ಉಮೇಶ್ ತೀವ್ರ ಆಕ್ರೋಶ ವ್ಯಕ್ತಪಡಿಸಿದ್ದಾರೆ. ಸ್ಥಳ ಪರಿಶೀಲಿಸಿ ಮಾತನಾಡಿದ ಅವರು ಸಾಲುಮರದ ತಿಮ್ಮಕ್ಕ ಮತ್ತು ನಾನು ಸೇರಿ ನೆಟ್ಟು ಬೆಳೆಸಿದ ಗಿಡಗಳನ್ನು ಕಿತ್ತು ಹಾಕಿರುವುದು ಬೇಸರ ತಂದಿದೆ, ಅಲ್ಲದೆ ಸರ್ಕಾರ ಹಾಗೂ ಅರಣ್ಯ ಇಲಾಖೆ ಗಿಡಗಳನ್ನು ನೆಡಲು ಕೋಟ್ಯಂತರ ರೂಪಾಯಿ ಖರ್ಚು ಮಾಡುತ್ತಿದೆ ಆದರೆ ತಹಶೀಲ್ದಾರ್ ಅವರು ಕೆಲವೇ ದಿನಗಳಲ್ಲಿ ಬೆಳೆದ ಗಿಡಗಳನ್ನು ಕಿತ್ತು ಹಾಕಿರುವುದು ಸರಿಯಲ್ಲ ಎಂದರು. ಹೌದು ನಾನೇ ಕಿತ್ತು ಹಾಕಿರುವುದು ಏನಾದರೂ ಮಾಡಿಕೊಳ್ಳಿ ಎಂದು ಉತ್ತರ ನೀಡಿದರು ಎಂದು ಆರೋಪಿಸಿದರು. ತಿಮ್ಮಕ್ಕ ಮತ್ತು ನಾನು ಸಾಲುಮರದ ತಿಮ್ಮಕ್ಕ ಅವರ ಹೆಸರಿನಲ್ಲಿ ಸಾಲುಮರದ ತಿಮ್ಮಕ್ಕ ನೆಟ್ಟಿರುವುದು ಎಂದರು, bbox=[246, 581, 468, 753]
paragraph: (1ನೇ ಪುಟದಿಂದ) ಗೃಹಲಕ್ಷ್ಮಿ ಯೋಜನೆಗೆ ಸಂಬಂಧಿಸಿದಂತೆ ತಾಲೂಕು ಸ್ತ್ರೀ ಮತ್ತು ಶಿಶು ಅಭಿವೃದ್ಧಿ ಯೋಜನಾಧಿಕಾರಿ ಯೋಗೇಶ್ ಅವರು ಮಾಹಿತಿ ನೀಡಿ ಜೂನ್ ಮತ್ತು ಜುಲೈ ತಿಂಗಳ ಗೃಹಲಕ್ಷ್ಮಿ ಹಣ ಸದ್ಯದಲ್ಲೇ ಫಲಾನುಭವಿಗಳ ಬ್ಯಾಂಕ್ ಖಾತೆಗೆ ಜಮಾ ಆಗಲಿದೆ. ಅದಾದ ನಂತರ ಮತ್ತು ಜಿಎಸ್‌ಟಿ ಪಾವತಿ ಸಮಸ್ಯೆ ಇರುವ 193 ಫಲಾನುಭವಿಗಳಿಗೆ ಗೃಹಲಕ್ಷ್ಮಿ ಹಣವು ಬಾಕಿ ಇದೆ, ಇದುವರೆಗೆ ಸುಮಾರು 329.78 ಕೋಟಿ ರೂಪಾಯಿ ಹಣವು ಫಲಾನುಭವಿಗಳ ಬ್ಯಾಂಕ್ ಖಾತೆಗೆ ಜಮಾ ಆಗಿದೆ ಎಂದು ಮಾಹಿತಿ ಒದಗಿಸಿದರು. bbox=[598, 323, 938, 367]
article-freedom-park-body bbox=[8, 611, 238, 857]
article-sneha-col3 bbox=[594, 1353, 706, 1456]
